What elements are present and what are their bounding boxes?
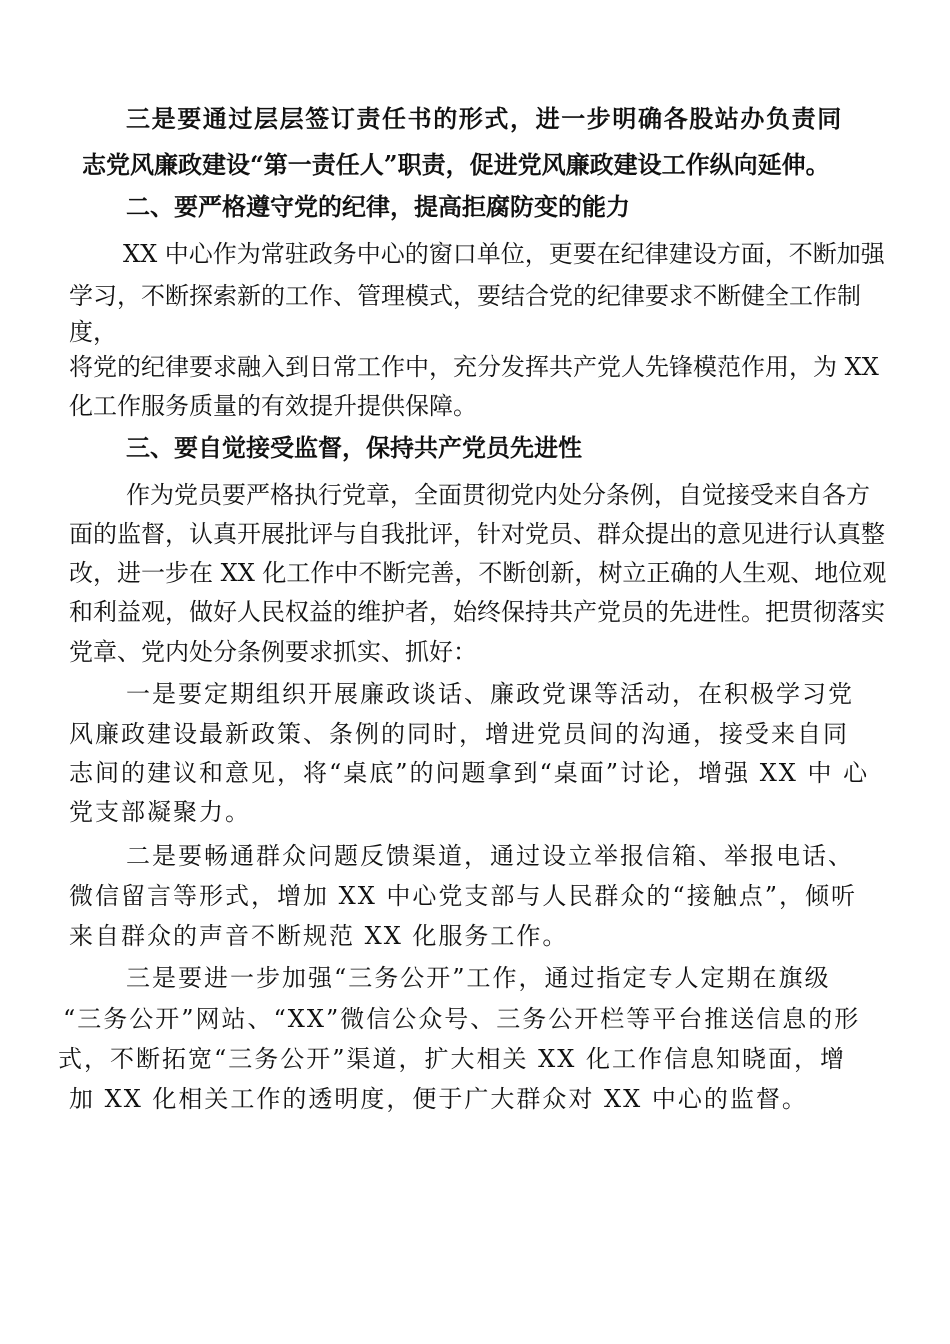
paragraph-line: 党章、党内处分条例要求抓实、抓好：	[69, 638, 477, 666]
paragraph-line: 面的监督，认真开展批评与自我批评，针对党员、群众提出的意见进行认真整	[69, 520, 885, 548]
paragraph-line: 和利益观，做好人民权益的维护者，始终保持共产党员的先进性。把贯彻落实	[69, 598, 885, 626]
paragraph-line: 三是要进一步加强“三务公开”工作，通过指定专人定期在旗级	[126, 964, 831, 992]
paragraph-line: XX 中心作为常驻政务中心的窗口单位，更要在纪律建设方面，不断加强	[123, 240, 885, 268]
paragraph-line: 度，	[69, 318, 117, 346]
paragraph-line: 改，进一步在 XX 化工作中不断完善，不断创新，树立正确的人生观、地位观	[69, 559, 887, 587]
paragraph-line: 来自群众的声音不断规范 XX 化服务工作。	[69, 922, 569, 950]
paragraph-line: 三是要通过层层签订责任书的形式，进一步明确各股站办负责同	[126, 104, 843, 133]
paragraph-line: “三务公开”网站、“XX”微信公众号、三务公开栏等平台推送信息的形	[63, 1005, 861, 1033]
section-heading: 二、要严格遵守党的纪律，提高拒腐防变的能力	[126, 193, 630, 221]
paragraph-line: 加 XX 化相关工作的透明度，便于广大群众对 XX 中心的监督。	[69, 1085, 808, 1113]
paragraph-line: 微信留言等形式，增加 XX 中心党支部与人民群众的“接触点”，倾听	[69, 882, 857, 910]
paragraph-line: 党支部凝聚力。	[69, 798, 251, 826]
paragraph-line: 式，不断拓宽“三务公开”渠道，扩大相关 XX 化工作信息知晓面，增	[58, 1045, 846, 1073]
paragraph-line: 风廉政建设最新政策、条例的同时，增进党员间的沟通，接受来自同	[69, 720, 849, 748]
paragraph-line: 化工作服务质量的有效提升提供保障。	[69, 392, 477, 420]
paragraph-line: 志间的建议和意见，将“桌底”的问题拿到“桌面”讨论，增强 XX 中 心	[69, 759, 870, 787]
section-heading: 三、要自觉接受监督，保持共产党员先进性	[126, 434, 582, 462]
paragraph-line: 二是要畅通群众问题反馈渠道，通过设立举报信箱、举报电话、	[126, 842, 854, 870]
paragraph-line: 一是要定期组织开展廉政谈话、廉政党课等活动，在积极学习党	[126, 680, 854, 708]
paragraph-line: 将党的纪律要求融入到日常工作中，充分发挥共产党人先锋模范作用，为 XX	[69, 353, 879, 381]
paragraph-line: 学习，不断探索新的工作、管理模式，要结合党的纪律要求不断健全工作制	[69, 282, 861, 310]
paragraph-line: 志党风廉政建设“第一责任人”职责，促进党风廉政建设工作纵向延伸。	[82, 150, 830, 179]
paragraph-line: 作为党员要严格执行党章，全面贯彻党内处分条例，自觉接受来自各方	[126, 481, 870, 509]
